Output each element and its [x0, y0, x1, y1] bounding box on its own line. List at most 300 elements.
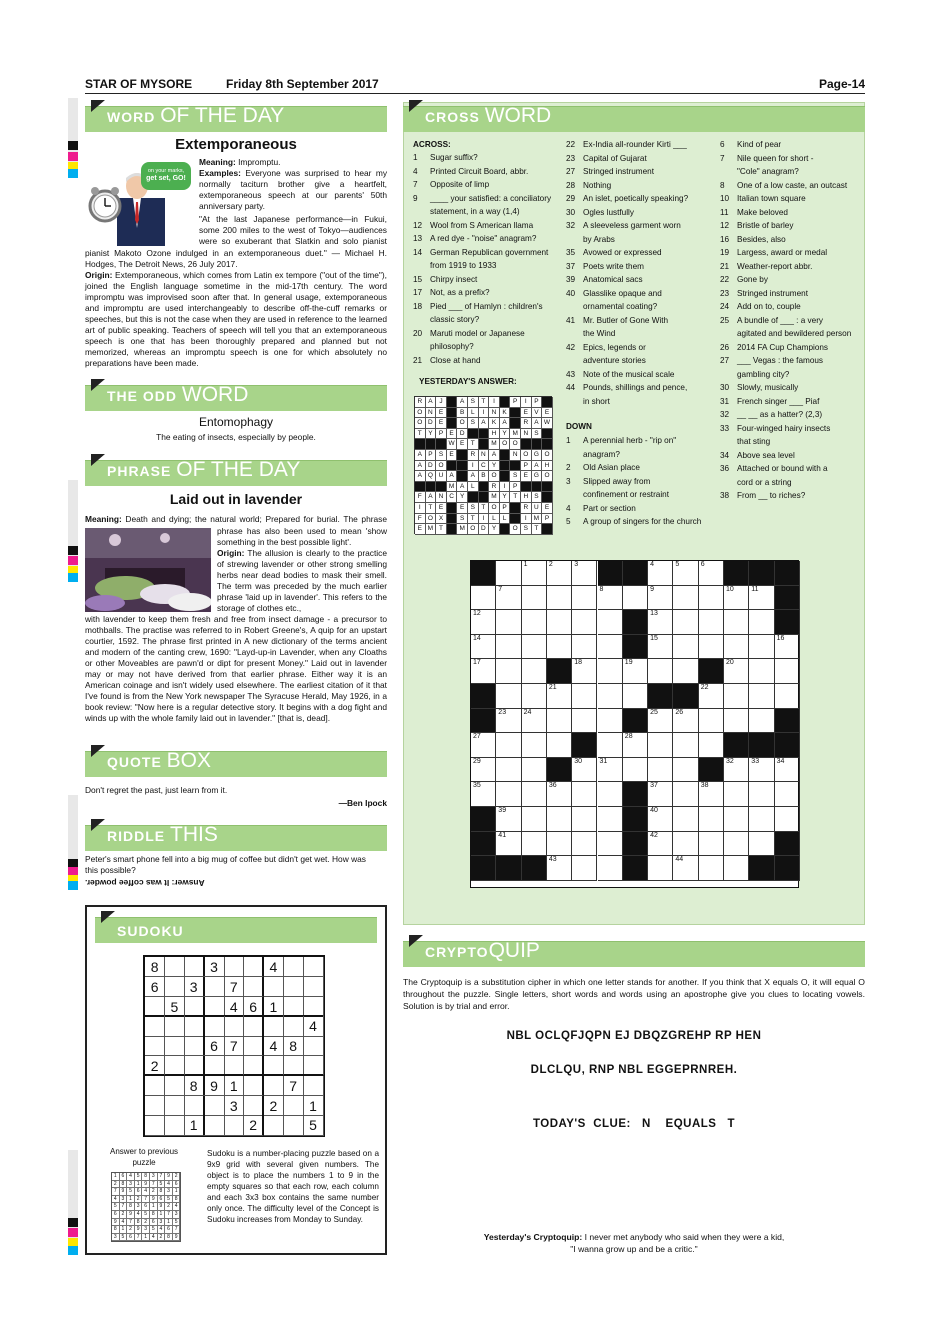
- crossword-cell[interactable]: [699, 684, 724, 709]
- sudoku-cell[interactable]: 4: [303, 1016, 323, 1036]
- lavender-funeral-photo: [85, 528, 211, 612]
- crossword-cell[interactable]: [673, 635, 698, 660]
- sudoku-cell[interactable]: 9: [204, 1076, 224, 1096]
- crossword-cell[interactable]: [547, 709, 572, 734]
- clue-line: [566, 395, 688, 409]
- sudoku-answer-cell: 7: [135, 1234, 143, 1242]
- clue-line: [720, 341, 851, 355]
- crossword-cell[interactable]: [572, 807, 597, 832]
- crossword-cell[interactable]: [648, 709, 673, 734]
- crossword-cell[interactable]: [724, 659, 749, 684]
- sudoku-answer-cell: 2: [158, 1234, 166, 1242]
- crossword-cell[interactable]: [572, 709, 597, 734]
- crossword-cell[interactable]: [547, 635, 572, 660]
- sudoku-cell[interactable]: [244, 1056, 264, 1076]
- crossword-cell[interactable]: [673, 586, 698, 611]
- crossword-cell[interactable]: [699, 561, 724, 586]
- crossword-cell[interactable]: [749, 659, 774, 684]
- sudoku-cell[interactable]: 6: [244, 997, 264, 1017]
- crossword-cell[interactable]: [471, 758, 496, 783]
- crossword-cell[interactable]: [522, 610, 547, 635]
- sudoku-cell[interactable]: 8: [145, 957, 165, 977]
- crossword-cell[interactable]: [522, 561, 547, 586]
- cell-number: 11: [751, 585, 759, 593]
- sudoku-cell[interactable]: 7: [224, 977, 244, 997]
- sudoku-cell[interactable]: 1: [185, 1115, 205, 1135]
- crossword-cell[interactable]: [699, 856, 724, 881]
- sudoku-answer-cell: 5: [112, 1203, 120, 1211]
- clue-text: Part or section: [583, 503, 636, 513]
- crossword-black-cell: [775, 561, 800, 586]
- crossword-cell[interactable]: [623, 733, 648, 758]
- sudoku-cell[interactable]: [165, 1016, 185, 1036]
- sudoku-cell[interactable]: 3: [224, 1096, 244, 1116]
- crossword-cell[interactable]: [724, 586, 749, 611]
- crossword-cell[interactable]: [775, 684, 800, 709]
- crossword-cell[interactable]: [724, 684, 749, 709]
- sudoku-cell[interactable]: [264, 1115, 284, 1135]
- sudoku-answer-cell: 7: [158, 1173, 166, 1181]
- sudoku-cell[interactable]: [284, 997, 304, 1017]
- sudoku-cell[interactable]: [284, 977, 304, 997]
- sudoku-cell[interactable]: 2: [145, 1056, 165, 1076]
- sudoku-grid[interactable]: [143, 955, 325, 1137]
- sudoku-cell[interactable]: [185, 1016, 205, 1036]
- sudoku-cell[interactable]: [224, 1115, 244, 1135]
- sudoku-cell[interactable]: [224, 957, 244, 977]
- crossword-cell[interactable]: [547, 807, 572, 832]
- crossword-cell[interactable]: [522, 782, 547, 807]
- sudoku-cell[interactable]: 8: [284, 1036, 304, 1056]
- clue-line: [720, 408, 851, 422]
- crossword-cell[interactable]: [496, 635, 521, 660]
- sudoku-cell[interactable]: [204, 1056, 224, 1076]
- crossword-cell[interactable]: [749, 635, 774, 660]
- crossword-cell[interactable]: [547, 856, 572, 881]
- crossword-cell[interactable]: [724, 635, 749, 660]
- crossword-cell[interactable]: [496, 807, 521, 832]
- clue-number: 7: [720, 153, 725, 163]
- crossword-cell[interactable]: [749, 684, 774, 709]
- crossword-cell[interactable]: [623, 586, 648, 611]
- page-number: Page-14: [818, 77, 865, 91]
- sudoku-cell[interactable]: 4: [264, 957, 284, 977]
- sudoku-cell[interactable]: [165, 957, 185, 977]
- crossword-cell[interactable]: [598, 586, 623, 611]
- crossword-cell[interactable]: [522, 586, 547, 611]
- sudoku-cell[interactable]: [303, 977, 323, 997]
- crossword-cell[interactable]: [598, 807, 623, 832]
- sudoku-cell[interactable]: 4: [224, 997, 244, 1017]
- crossword-cell[interactable]: [572, 856, 597, 881]
- crossword-cell[interactable]: [572, 635, 597, 660]
- clue-number: 34: [720, 450, 730, 460]
- crossword-cell[interactable]: [547, 586, 572, 611]
- clue-line: [566, 246, 688, 260]
- sudoku-cell[interactable]: [165, 1115, 185, 1135]
- sudoku-cell[interactable]: [145, 1096, 165, 1116]
- crossword-cell[interactable]: [522, 709, 547, 734]
- crossword-cell[interactable]: [775, 659, 800, 684]
- yesterday-cell: E: [447, 450, 458, 461]
- sudoku-cell[interactable]: [244, 1036, 264, 1056]
- yesterday-cell: A: [415, 461, 426, 472]
- crossword-cell[interactable]: [648, 635, 673, 660]
- crossword-cell[interactable]: [496, 758, 521, 783]
- crossword-cell[interactable]: [496, 561, 521, 586]
- clue-line: [720, 300, 851, 314]
- sudoku-cell[interactable]: [165, 1056, 185, 1076]
- clue-line: [413, 205, 551, 219]
- crossword-cell[interactable]: [648, 856, 673, 881]
- crossword-cell[interactable]: [598, 659, 623, 684]
- sudoku-answer-cell: 4: [127, 1173, 135, 1181]
- sudoku-cell[interactable]: [284, 1096, 304, 1116]
- sudoku-cell[interactable]: 1: [303, 1096, 323, 1116]
- sudoku-cell[interactable]: [303, 1036, 323, 1056]
- crossword-cell[interactable]: [598, 782, 623, 807]
- sudoku-cell[interactable]: 3: [204, 957, 224, 977]
- sudoku-cell[interactable]: 3: [185, 977, 205, 997]
- sudoku-cell[interactable]: [284, 1056, 304, 1076]
- yesterday-cell: Y: [457, 492, 468, 503]
- crossword-black-cell: [724, 561, 749, 586]
- crossword-cell[interactable]: [673, 659, 698, 684]
- crossword-cell[interactable]: [547, 832, 572, 857]
- yesterday-cell: I: [500, 482, 511, 493]
- cell-number: 31: [599, 757, 608, 765]
- sudoku-cell[interactable]: 7: [284, 1076, 304, 1096]
- yesterday-cell: R: [521, 503, 532, 514]
- yesterday-cell: N: [436, 492, 447, 503]
- yesterday-cell: [542, 439, 553, 450]
- sudoku-answer-cell: 6: [127, 1234, 135, 1242]
- sudoku-cell[interactable]: [204, 977, 224, 997]
- yesterday-cell: [457, 450, 468, 461]
- crossword-cell[interactable]: [749, 782, 774, 807]
- crossword-cell[interactable]: [749, 832, 774, 857]
- yesterday-cell: A: [457, 482, 468, 493]
- crossword-cell[interactable]: [699, 635, 724, 660]
- crossword-cell[interactable]: [496, 610, 521, 635]
- crossword-cell[interactable]: [572, 659, 597, 684]
- yesterday-cell: A: [426, 397, 437, 408]
- yesterday-cell: T: [479, 503, 490, 514]
- clue-text: Not, as a prefix?: [430, 288, 490, 297]
- crossword-cell[interactable]: [598, 610, 623, 635]
- crossword-cell[interactable]: [547, 782, 572, 807]
- clue-text: "Cole" anagram?: [737, 167, 799, 176]
- sudoku-cell[interactable]: [185, 1036, 205, 1056]
- clue-number: 14: [413, 247, 423, 257]
- sudoku-cell[interactable]: [284, 1115, 304, 1135]
- sudoku-cell[interactable]: [204, 997, 224, 1017]
- crossword-cell[interactable]: [496, 659, 521, 684]
- clue-text: Italian town square: [737, 194, 806, 203]
- crossword-cell[interactable]: [623, 758, 648, 783]
- sudoku-cell[interactable]: 6: [145, 977, 165, 997]
- yesterday-cell: I: [489, 397, 500, 408]
- sudoku-cell[interactable]: [204, 1096, 224, 1116]
- crossword-cell[interactable]: [598, 758, 623, 783]
- crossword-cell[interactable]: [648, 782, 673, 807]
- clue-line: [720, 233, 851, 247]
- sudoku-cell[interactable]: [303, 997, 323, 1017]
- crossword-cell[interactable]: [522, 733, 547, 758]
- sudoku-header: [95, 917, 377, 943]
- crossword-cell[interactable]: [724, 832, 749, 857]
- crossword-cell[interactable]: [673, 733, 698, 758]
- crossword-cell[interactable]: [724, 610, 749, 635]
- crossword-cell[interactable]: [673, 709, 698, 734]
- crossword-cell[interactable]: [547, 561, 572, 586]
- clue-line: [720, 435, 851, 449]
- sudoku-cell[interactable]: 6: [204, 1036, 224, 1056]
- cell-number: 16: [776, 634, 785, 642]
- crossword-black-cell: [572, 733, 597, 758]
- crossword-cell[interactable]: [699, 610, 724, 635]
- sudoku-cell[interactable]: [244, 977, 264, 997]
- crossword-cell[interactable]: [572, 758, 597, 783]
- crossword-cell[interactable]: [522, 758, 547, 783]
- crossword-cell[interactable]: [749, 586, 774, 611]
- crossword-cell[interactable]: [673, 832, 698, 857]
- crossword-cell[interactable]: [673, 856, 698, 881]
- crossword-cell[interactable]: [547, 684, 572, 709]
- crossword-cell[interactable]: [648, 610, 673, 635]
- crossword-cell[interactable]: [724, 807, 749, 832]
- sudoku-cell[interactable]: [244, 1016, 264, 1036]
- cell-number: 36: [548, 782, 557, 790]
- crossword-cell[interactable]: [496, 832, 521, 857]
- crossword-cell[interactable]: [648, 758, 673, 783]
- clue-line: [720, 206, 851, 220]
- crossword-cell[interactable]: [572, 586, 597, 611]
- sudoku-cell[interactable]: [244, 1076, 264, 1096]
- sudoku-cell[interactable]: [284, 1016, 304, 1036]
- sudoku-cell[interactable]: [145, 1036, 165, 1056]
- clue-number: 5: [566, 517, 571, 526]
- crossword-cell[interactable]: [775, 807, 800, 832]
- clue-line: [413, 286, 551, 300]
- crossword-grid[interactable]: [470, 560, 799, 888]
- sudoku-cell[interactable]: 1: [224, 1076, 244, 1096]
- sudoku-cell[interactable]: [264, 1076, 284, 1096]
- registration-strip-3: [68, 795, 78, 885]
- crossword-cell[interactable]: [648, 807, 673, 832]
- crossword-cell[interactable]: [496, 684, 521, 709]
- crossword-cell[interactable]: [598, 733, 623, 758]
- phrase-meaning-first-line: [85, 514, 387, 526]
- crossword-cell[interactable]: [775, 758, 800, 783]
- sudoku-cell[interactable]: [224, 1056, 244, 1076]
- clue-number: 22: [566, 140, 576, 149]
- sudoku-answer-cell: 5: [142, 1211, 150, 1219]
- header-text: [425, 104, 551, 128]
- clue-text: Pounds, shillings and pence,: [583, 383, 688, 392]
- crossword-cell[interactable]: [496, 586, 521, 611]
- yesterday-cell: N: [510, 450, 521, 461]
- sudoku-cell[interactable]: [145, 997, 165, 1017]
- yesterday-cell: O: [489, 471, 500, 482]
- sudoku-cell[interactable]: [303, 1056, 323, 1076]
- crossword-cell[interactable]: [724, 782, 749, 807]
- crossword-cell[interactable]: [471, 782, 496, 807]
- sudoku-cell[interactable]: 4: [264, 1036, 284, 1056]
- sudoku-cell[interactable]: [284, 957, 304, 977]
- clue-text: by Arabs: [583, 234, 615, 244]
- sudoku-cell[interactable]: [264, 977, 284, 997]
- sudoku-cell[interactable]: [244, 1096, 264, 1116]
- crossword-cell[interactable]: [471, 659, 496, 684]
- crossword-cell[interactable]: [699, 832, 724, 857]
- cell-number: 5: [675, 561, 680, 568]
- down-label: DOWN: [566, 422, 592, 431]
- crossword-cell[interactable]: [749, 758, 774, 783]
- crossword-cell[interactable]: [648, 733, 673, 758]
- crossword-cell[interactable]: [572, 782, 597, 807]
- crossword-cell[interactable]: [572, 610, 597, 635]
- crossword-cell[interactable]: [673, 758, 698, 783]
- sudoku-cell[interactable]: [224, 1016, 244, 1036]
- yesterday-cell: [447, 408, 458, 419]
- sudoku-cell[interactable]: [145, 1115, 165, 1135]
- crossword-cell[interactable]: [522, 635, 547, 660]
- clue-text: ____ your satisfied: a conciliatory: [430, 193, 552, 203]
- crossword-cell[interactable]: [598, 856, 623, 881]
- sudoku-answer-cell: 5: [120, 1234, 128, 1242]
- crossword-cell[interactable]: [598, 684, 623, 709]
- crossword-cell[interactable]: [572, 684, 597, 709]
- sudoku-cell[interactable]: [185, 997, 205, 1017]
- crossword-cell[interactable]: [648, 659, 673, 684]
- sudoku-answer-cell: 6: [120, 1173, 128, 1181]
- crossword-cell[interactable]: [547, 733, 572, 758]
- yesterday-cell: T: [468, 439, 479, 450]
- registration-strip-1: [68, 98, 78, 178]
- crossword-cell[interactable]: [724, 709, 749, 734]
- crossword-cell[interactable]: [699, 586, 724, 611]
- crossword-cell[interactable]: [522, 684, 547, 709]
- crossword-cell[interactable]: [547, 610, 572, 635]
- crossword-cell[interactable]: [673, 610, 698, 635]
- word-of-the-day-header: [85, 106, 387, 132]
- sudoku-answer-cell: 2: [150, 1188, 158, 1196]
- sudoku-answer-cell: 5: [165, 1196, 173, 1204]
- clue-number: 4: [413, 166, 418, 176]
- sudoku-cell[interactable]: 7: [224, 1036, 244, 1056]
- sudoku-cell[interactable]: 5: [165, 997, 185, 1017]
- sudoku-cell[interactable]: [165, 1076, 185, 1096]
- sudoku-cell[interactable]: [185, 1056, 205, 1076]
- yesterday-cell: T: [532, 524, 543, 535]
- sudoku-cell[interactable]: [165, 1096, 185, 1116]
- sudoku-cell[interactable]: [264, 1016, 284, 1036]
- crossword-cell[interactable]: [623, 684, 648, 709]
- crossword-black-cell: [623, 807, 648, 832]
- sudoku-previous-answer-grid: [111, 1172, 181, 1242]
- crossword-cell[interactable]: [673, 807, 698, 832]
- clue-line: [413, 327, 551, 341]
- crossword-cell[interactable]: [749, 807, 774, 832]
- crossword-cell[interactable]: [775, 782, 800, 807]
- clue-text: gambling city?: [737, 369, 790, 379]
- crossword-cell[interactable]: [598, 832, 623, 857]
- crossword-cell[interactable]: [496, 709, 521, 734]
- crossword-cell[interactable]: [572, 561, 597, 586]
- sudoku-cell[interactable]: [303, 1076, 323, 1096]
- crossword-cell[interactable]: [699, 807, 724, 832]
- header-text: [107, 104, 284, 128]
- crossword-cell[interactable]: [471, 610, 496, 635]
- sudoku-cell[interactable]: [185, 957, 205, 977]
- crossword-cell[interactable]: [471, 733, 496, 758]
- yesterday-cryptoquip-text-2: "I wanna grow up and be a critic.": [570, 1244, 698, 1254]
- cell-number: 13: [650, 610, 658, 618]
- crossword-cell[interactable]: [522, 807, 547, 832]
- crossword-cell[interactable]: [598, 709, 623, 734]
- sudoku-cell[interactable]: 2: [244, 1115, 264, 1135]
- crossword-cell[interactable]: [749, 610, 774, 635]
- clue-line: [720, 219, 851, 233]
- sudoku-answer-cell: 2: [120, 1211, 128, 1219]
- crossword-cell[interactable]: [598, 635, 623, 660]
- crossword-header: [403, 106, 865, 132]
- sudoku-cell[interactable]: 1: [264, 997, 284, 1017]
- clue-number: 42: [566, 342, 576, 352]
- crossword-cell[interactable]: [572, 832, 597, 857]
- crossword-cell[interactable]: [471, 635, 496, 660]
- sudoku-cell[interactable]: [165, 977, 185, 997]
- crossword-cell[interactable]: [724, 758, 749, 783]
- sudoku-cell[interactable]: 2: [264, 1096, 284, 1116]
- sudoku-cell[interactable]: [165, 1036, 185, 1056]
- crossword-cell[interactable]: [522, 659, 547, 684]
- crossword-cell[interactable]: [673, 782, 698, 807]
- crossword-cell[interactable]: [724, 856, 749, 881]
- sudoku-cell[interactable]: [204, 1115, 224, 1135]
- crossword-cell[interactable]: [623, 659, 648, 684]
- crossword-cell[interactable]: [699, 782, 724, 807]
- sudoku-cell[interactable]: 5: [303, 1115, 323, 1135]
- sudoku-cell[interactable]: [204, 1016, 224, 1036]
- crossword-cell[interactable]: [749, 709, 774, 734]
- crossword-cell[interactable]: [699, 709, 724, 734]
- sudoku-cell[interactable]: [244, 957, 264, 977]
- crossword-cell[interactable]: [648, 586, 673, 611]
- sudoku-cell[interactable]: [303, 957, 323, 977]
- crossword-cell[interactable]: [699, 733, 724, 758]
- clue-text: Add on to, couple: [737, 302, 801, 311]
- crossword-cell[interactable]: [673, 561, 698, 586]
- sudoku-cell[interactable]: [185, 1096, 205, 1116]
- crossword-cell[interactable]: [496, 782, 521, 807]
- odd-word-header: [85, 385, 387, 411]
- sudoku-cell[interactable]: 8: [185, 1076, 205, 1096]
- sudoku-cell[interactable]: [145, 1076, 165, 1096]
- crossword-cell[interactable]: [648, 832, 673, 857]
- speech-line-1: on your marks,: [147, 168, 185, 174]
- crossword-cell[interactable]: [648, 561, 673, 586]
- origin-text: Extemporaneous, which comes from Latin ex tempore ("out of the time"), joined the English language sometime in the mid-17th century. The word impromptu was improvised soon after that. In general usage, extemporaneous and impromptu are used interchangeably to describe off-the-cuff remarks or speeches, but this is not the case when they are used in reference to the learned art of public speaking. Teachers of speech will tell you that an extemporaneous speech is one that has been thoroughly prepared and planned but not memorized, whereas an impromptu speech is one for which absolutely no preparations have been made.: [85, 270, 388, 368]
- crossword-black-cell: [471, 709, 496, 734]
- sudoku-cell[interactable]: [145, 1016, 165, 1036]
- crossword-cell[interactable]: [496, 733, 521, 758]
- crossword-cell[interactable]: [522, 832, 547, 857]
- crossword-cell[interactable]: [775, 635, 800, 660]
- sudoku-cell[interactable]: [264, 1056, 284, 1076]
- crossword-cell[interactable]: [471, 586, 496, 611]
